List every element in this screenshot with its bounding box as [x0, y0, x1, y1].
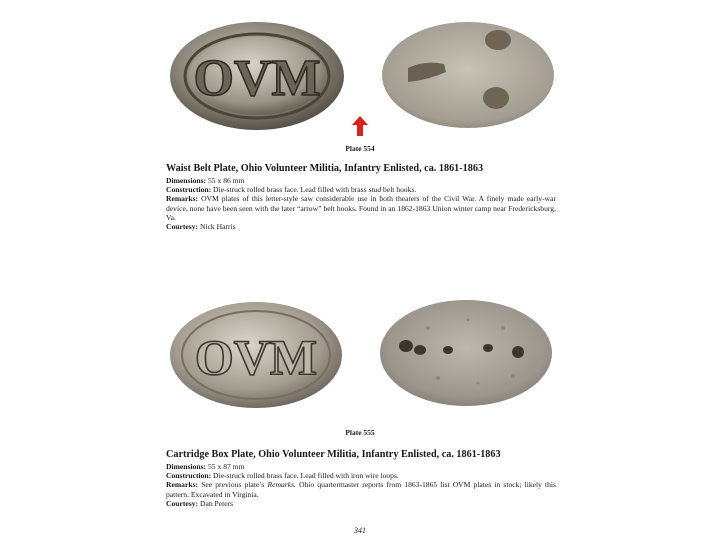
red-arrow-icon: [352, 116, 368, 136]
plate-554-label: Plate 554: [345, 144, 375, 153]
plate-554-courtesy: Nick Harris: [199, 222, 236, 232]
stud-hook-top: [485, 30, 511, 50]
plate-554-front-photo: [168, 20, 346, 132]
plate-555-entry: Cartridge Box Plate, Ohio Volunteer Militia, Infantry Enlisted, ca. 1861-1863 Dimensions: 55 x 87 mm Construction: Die-struck rolled brass face. Lead filled with iron wire loops. Remarks: See previous plate’s Remarks. Ohio quartermaster reports from 1863-1865 list OVM plates in stock; likely this pattern. Excavated in Virginia. Courtesy: Dan Peters: [166, 449, 556, 508]
plate-555-label: Plate 555: [345, 428, 375, 437]
plate-555-back-photo: [378, 298, 554, 408]
plate-554-remarks: OVM plates of this letter-style saw considerable use in both theaters of the Civil War. A finely made early-war device, none have been seen with the later “arrow” belt hooks. Found in an 1862-1863 Union winter camp near Fredericksburg, Va.: [166, 194, 557, 222]
plate-554-back-photo: [380, 20, 556, 130]
page-number: 341: [354, 526, 366, 535]
plate-555-title: Cartridge Box Plate, Ohio Volunteer Militia, Infantry Enlisted, ca. 1861-1863: [166, 449, 501, 460]
plate-555-courtesy: Dan Peters: [199, 498, 234, 508]
stud-hook-bottom: [483, 87, 509, 109]
plate-555-front-photo: [168, 300, 344, 410]
plate-554-entry: Waist Belt Plate, Ohio Volunteer Militia, Infantry Enlisted, ca. 1861-1863 Dimensions: 55 x 86 mm Construction: Die-struck rolled brass face. Lead filled with brass stud belt hooks. Remarks: OVM plates of this letter-style saw considerable use in both theaters of the Civil War. A finely made early-war device, none have been seen with the later “arrow” belt hooks. Found in an 1862-1863 Union winter camp near Fredericksburg, Va. Courtesy: Nick Harris: [166, 163, 557, 232]
plate-555-dimensions: 55 x 87 mm: [208, 462, 245, 471]
plate-554-front-lettering: OVM: [193, 50, 321, 107]
plate-554-title: Waist Belt Plate, Ohio Volunteer Militia, Infantry Enlisted, ca. 1861-1863: [166, 163, 484, 174]
plate-554-dimensions: 55 x 86 mm: [208, 176, 245, 185]
plate-555-front-lettering: OVM: [194, 329, 318, 385]
